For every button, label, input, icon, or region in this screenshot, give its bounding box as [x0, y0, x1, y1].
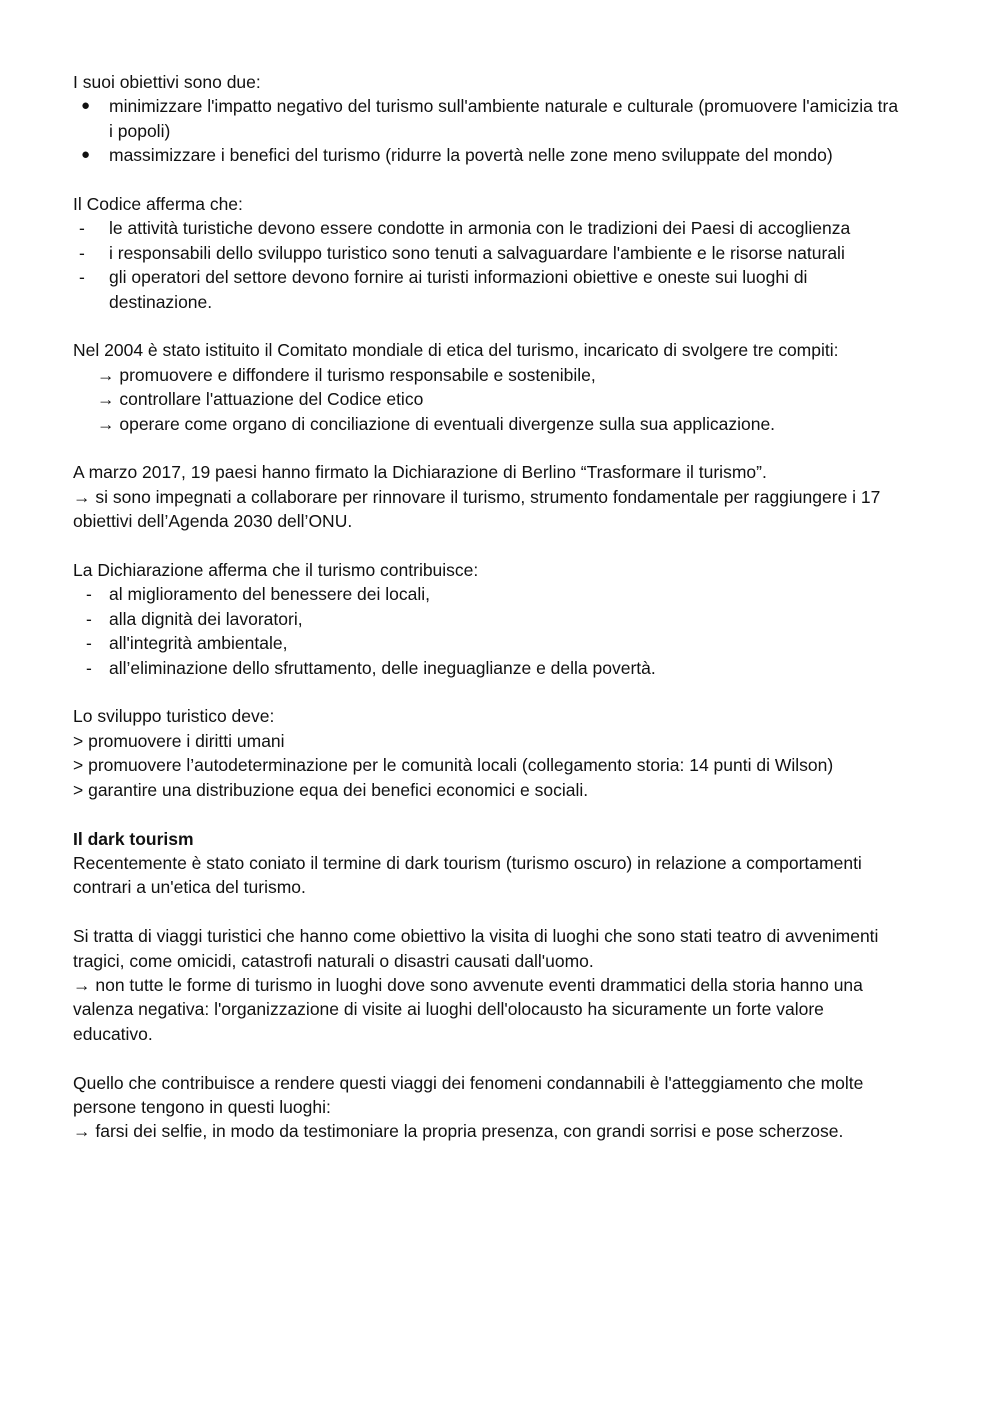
paragraph: → non tutte le forme di turismo in luoghi dove sono avvenute eventi drammatici della storia hanno una valenza negativa: l'organizzazione di visite ai luoghi dell'olocausto ha sicuramente un forte valore educativo.: [73, 974, 863, 1044]
committee-task: → operare come organo di conciliazione di eventuali divergenze sulla sua applicazione.: [97, 413, 776, 434]
paragraph: Si tratta di viaggi turistici che hanno come obiettivo la visita di luoghi che sono stati teatro di avvenimenti tragici, come omicidi, catastrofi naturali o disastri causati dall'uomo.: [73, 926, 879, 971]
dash-marker: -: [79, 218, 85, 239]
development-item: > garantire una distribuzione equa dei benefici economici e sociali.: [73, 779, 589, 800]
berlin-arrow-line: → si sono impegnati a collaborare per rinnovare il turismo, strumento fondamentale per raggiungere i 17 obiettivi dell’Agenda 2030 dell’ONU.: [73, 486, 881, 532]
dash-marker: -: [79, 242, 85, 263]
dash-marker: -: [86, 633, 92, 654]
list-item: [73, 94, 903, 143]
list-item: [73, 631, 903, 655]
list-item: [73, 241, 903, 265]
development-item: > promuovere i diritti umani: [73, 730, 285, 751]
declaration-item-text: al miglioramento del benessere dei locali,: [109, 584, 431, 605]
list-item: [73, 265, 903, 314]
bullet-icon: ●: [81, 97, 91, 115]
paragraph: → farsi dei selfie, in modo da testimoniare la propria presenza, con grandi sorrisi e pose scherzose.: [73, 1121, 844, 1142]
dash-marker: -: [79, 267, 85, 288]
code-item-text: i responsabili dello sviluppo turistico sono tenuti a salvaguardare l'ambiente e le risorse naturali: [109, 242, 845, 263]
list-item: [73, 216, 903, 240]
dash-marker: -: [86, 657, 92, 678]
committee-task: → controllare l'attuazione del Codice etico: [97, 389, 424, 410]
development-item: > promuovere l’autodeterminazione per le comunità locali (collegamento storia: 14 punti di Wilson): [73, 755, 834, 776]
code-item-text: gli operatori del settore devono fornire ai turisti informazioni obiettive e oneste sui luoghi di destinazione.: [109, 267, 808, 312]
declaration-item-text: all’eliminazione dello sfruttamento, delle ineguaglianze e della povertà.: [109, 657, 656, 678]
list-item: [73, 143, 903, 167]
dash-marker: -: [86, 608, 92, 629]
bullet-icon: ●: [81, 146, 91, 164]
development-intro: Lo sviluppo turistico deve:: [73, 706, 275, 727]
paragraph: Quello che contribuisce a rendere questi viaggi dei fenomeni condannabili è l'atteggiamento che molte persone tengono in questi luoghi:: [73, 1072, 864, 1117]
declaration-item-text: all'integrità ambientale,: [109, 633, 288, 654]
objectives-intro: I suoi obiettivi sono due:: [73, 72, 261, 92]
declaration-item-text: alla dignità dei lavoratori,: [109, 608, 303, 629]
paragraph: Recentemente è stato coniato il termine di dark tourism (turismo oscuro) in relazione a comportamenti contrari a un'etica del turismo.: [73, 852, 862, 898]
objective-text: minimizzare l'impatto negativo del turismo sull'ambiente naturale e culturale (promuovere l'amicizia tra i popoli): [109, 96, 899, 141]
list-item: [73, 656, 903, 680]
code-intro: Il Codice afferma che:: [73, 194, 243, 215]
committee-task: → promuovere e diffondere il turismo responsabile e sostenibile,: [97, 364, 596, 385]
declaration-intro: La Dichiarazione afferma che il turismo contribuisce:: [73, 560, 479, 581]
document-page: [73, 70, 903, 1144]
berlin-line: A marzo 2017, 19 paesi hanno firmato la Dichiarazione di Berlino “Trasformare il turismo”.: [73, 462, 767, 483]
list-item: [73, 582, 903, 606]
committee-intro: Nel 2004 è stato istituito il Comitato mondiale di etica del turismo, incaricato di svolgere tre compiti:: [73, 340, 839, 361]
dash-marker: -: [86, 584, 92, 605]
list-item: [73, 607, 903, 631]
objective-text: massimizzare i benefici del turismo (ridurre la povertà nelle zone meno sviluppate del mondo): [109, 145, 833, 166]
section-heading: Il dark tourism: [73, 828, 194, 849]
code-item-text: le attività turistiche devono essere condotte in armonia con le tradizioni dei Paesi di accoglienza: [109, 218, 851, 239]
